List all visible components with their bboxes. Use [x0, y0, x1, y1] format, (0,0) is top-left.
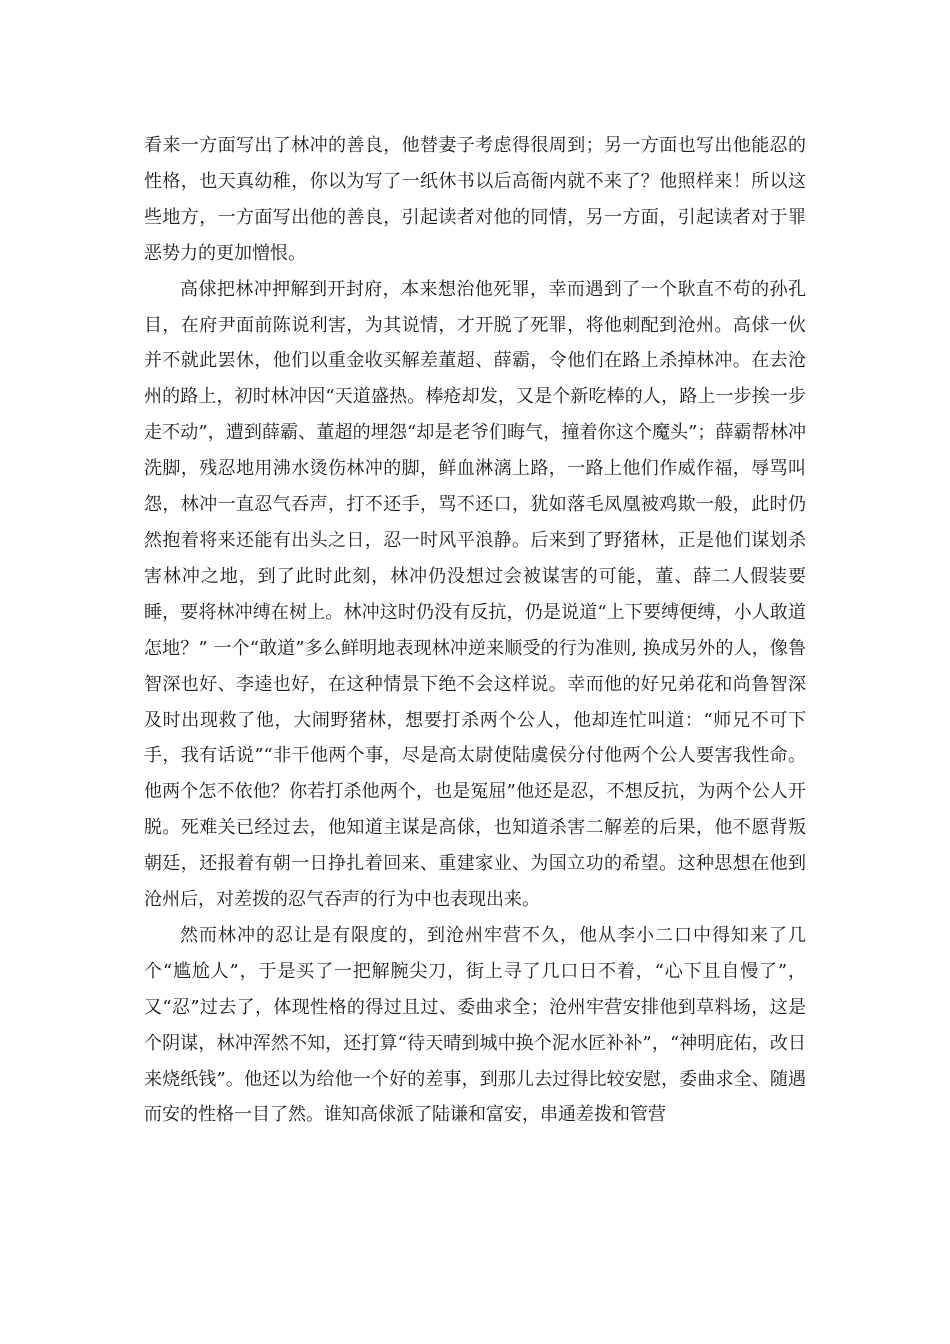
- paragraph-3: 然而林冲的忍让是有限度的，到沧州牢营不久，他从李小二口中得知来了几个“尴尬人”，于是买了一把解腕尖刀，街上寻了几口日不着，“心下且自慢了”，又“忍”过去了，体现性格的得过且过、委曲求全；沧州牢营安排他到草料场，这是个阴谋，林冲浑然不知，还打算“待天晴到城中换个泥水匠补补”，“神明庇佑，改日来烧纸钱”。他还以为给他一个好的差事，到那儿去过得比较安慰，委曲求全、随遇而安的性格一目了然。谁知高俅派了陆谦和富安，串通差拨和管营: [144, 924, 806, 1126]
- paragraph-2: 高俅把林冲押解到开封府，本来想治他死罪，幸而遇到了一个耿直不苟的孙孔目，在府尹面前陈说利害，为其说情，才开脱了死罪，将他刺配到沧州。高俅一伙并不就此罢休，他们以重金收买解差董超、薛霸，令他们在路上杀掉林冲。在去沧州的路上，初时林冲因“天道盛热。棒疮却发，又是个新吃棒的人，路上一步挨一步走不动”，遭到薛霸、董超的埋怨“却是老爷们晦气，撞着你这个魔头”；薛霸帮林冲洗脚，残忍地用沸水烫伤林冲的脚，鲜血淋漓上路，一路上他们作威作福，辱骂叫怨，林冲一直忍气吞声，打不还手，骂不还口，犹如落毛凤凰被鸡欺一般，此时仍然抱着将来还能有出头之日，忍一时风平浪静。后来到了野猪林，正是他们谋划杀害林冲之地，到了此时此刻，林冲仍没想过会被谋害的可能，董、薛二人假装要睡，要将林冲缚在树上。林冲这时仍没有反抗，仍是说道“上下要缚便缚，小人敢道怎地？” 一个“敢道”多么鲜明地表现林冲逆来顺受的行为准则, 换成另外的人，像鲁智深也好、李逵也好，在这种情景下绝不会这样说。幸而他的好兄弟花和尚鲁智深及时出现救了他，大闹野猪林，想要打杀两个公人，他却连忙叫道：“师兄不可下手，我有话说”“非干他两个事，尽是高太尉使陆虞侯分付他两个公人要害我性命。他两个怎不依他？你若打杀他两个，也是冤屈”他还是忍，不想反抗，为两个公人开脱。死难关已经过去，他知道主谋是高俅，也知道杀害二解差的后果，他不愿背叛朝廷，还报着有朝一日挣扎着回来、重建家业、为国立功的希望。这种思想在他到沧州后，对差拨的忍气吞声的行为中也表现出来。: [144, 278, 806, 911]
- document-body: [144, 128, 806, 1133]
- paragraph-1: 看来一方面写出了林冲的善良，他替妻子考虑得很周到；另一方面也写出他能忍的性格，也天真幼稚，你以为写了一纸休书以后高衙内就不来了？他照样来！所以这些地方，一方面写出他的善良，引起读者对他的同情，另一方面，引起读者对于罪恶势力的更加憎恨。: [144, 135, 806, 264]
